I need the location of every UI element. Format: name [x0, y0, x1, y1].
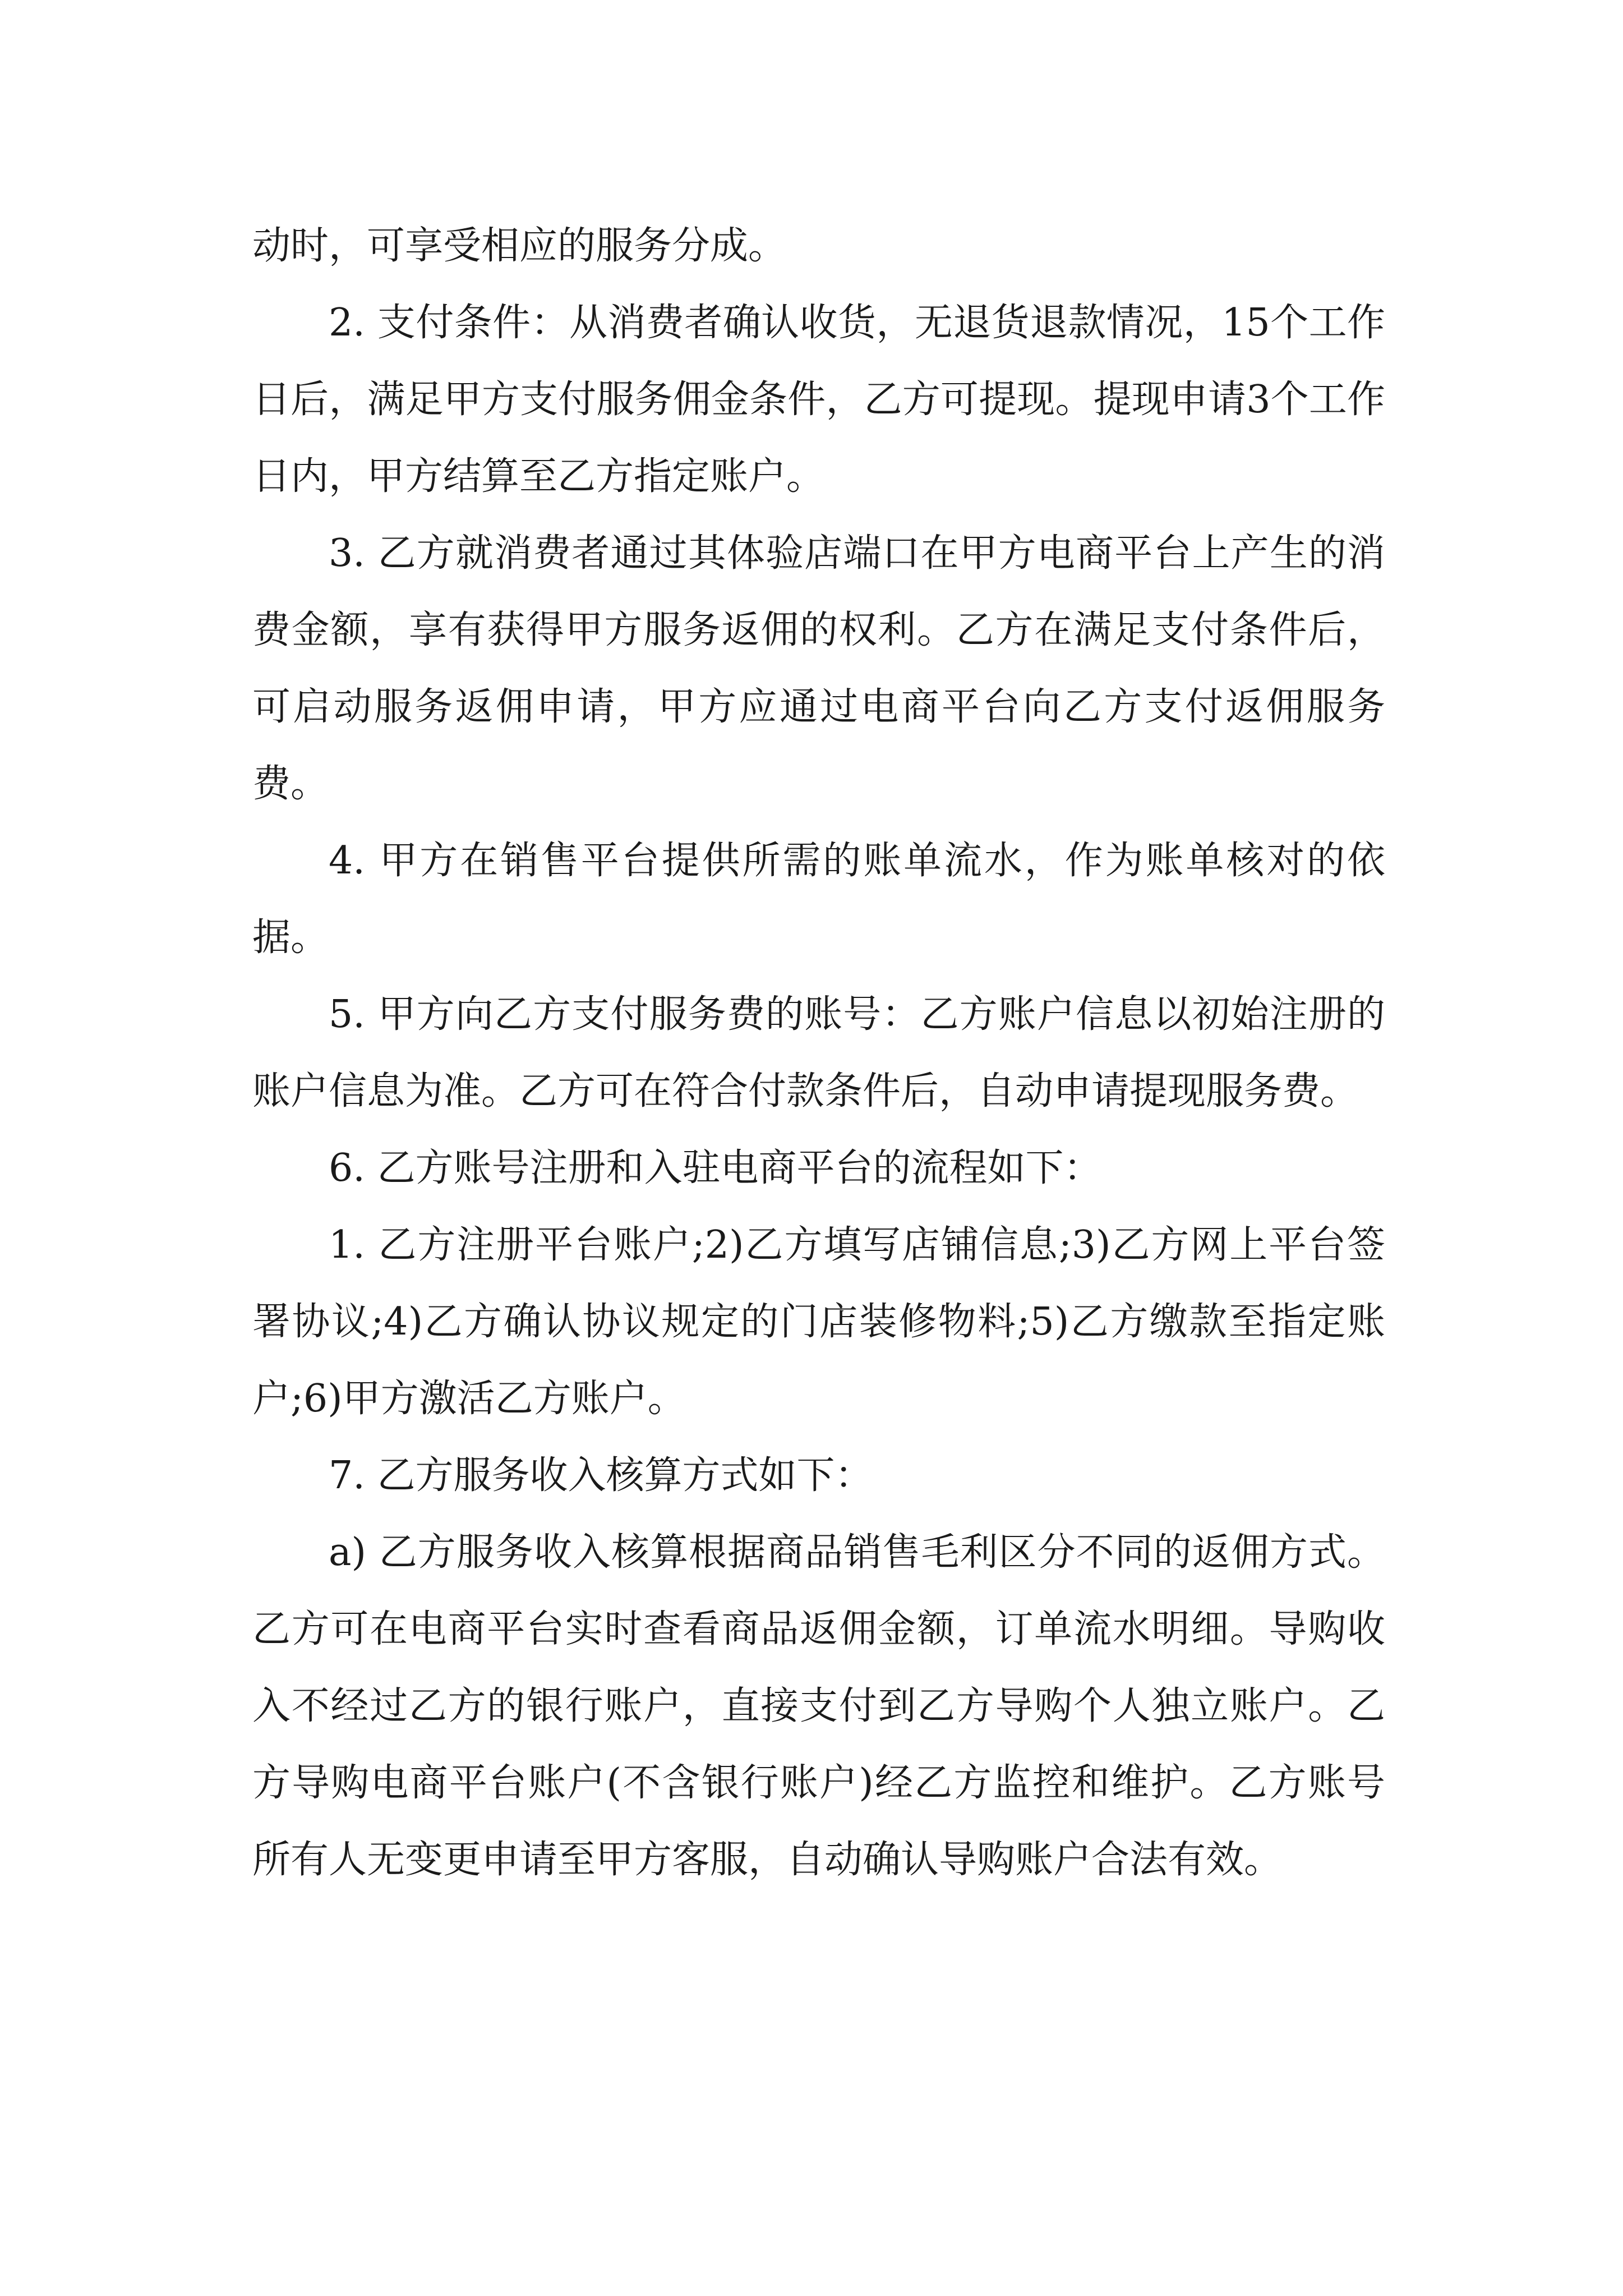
paragraph-6: 6. 乙方账号注册和入驻电商平台的流程如下： [329, 1146, 1102, 1190]
paragraph-1: 动时，可享受相应的服务分成。 [252, 224, 787, 268]
paragraph-8: 7. 乙方服务收入核算方式如下： [329, 1453, 873, 1498]
paragraph-4: 4. 甲方在销售平台提供所需的账单流水，作为账单核对的依据。 [252, 839, 1385, 960]
paragraph-7: 1. 乙方注册平台账户;2)乙方填写店铺信息;3)乙方网上平台签署协议;4)乙方确认协议规定的门店装修物料;5)乙方缴款至指定账户;6)甲方激活乙方账户。 [252, 1223, 1385, 1421]
document-page [252, 208, 1385, 1898]
paragraph-9: a) 乙方服务收入核算根据商品销售毛利区分不同的返佣方式。乙方可在电商平台实时查看商品返佣金额，订单流水明细。导购收入不经过乙方的银行账户，直接支付到乙方导购个人独立账户。乙方导购电商平台账户(不含银行账户)经乙方监控和维护。乙方账号所有人无变更申请至甲方客服，自动确认导购账户合法有效。 [252, 1530, 1385, 1882]
paragraph-5: 5. 甲方向乙方支付服务费的账号：乙方账户信息以初始注册的账户信息为准。乙方可在符合付款条件后，自动申请提现服务费。 [252, 992, 1385, 1114]
paragraph-2: 2. 支付条件：从消费者确认收货，无退货退款情况，15个工作日后，满足甲方支付服务佣金条件，乙方可提现。提现申请3个工作日内，甲方结算至乙方指定账户。 [252, 301, 1385, 499]
paragraph-3: 3. 乙方就消费者通过其体验店端口在甲方电商平台上产生的消费金额，享有获得甲方服务返佣的权利。乙方在满足支付条件后，可启动服务返佣申请，甲方应通过电商平台向乙方支付返佣服务费。 [252, 531, 1385, 806]
